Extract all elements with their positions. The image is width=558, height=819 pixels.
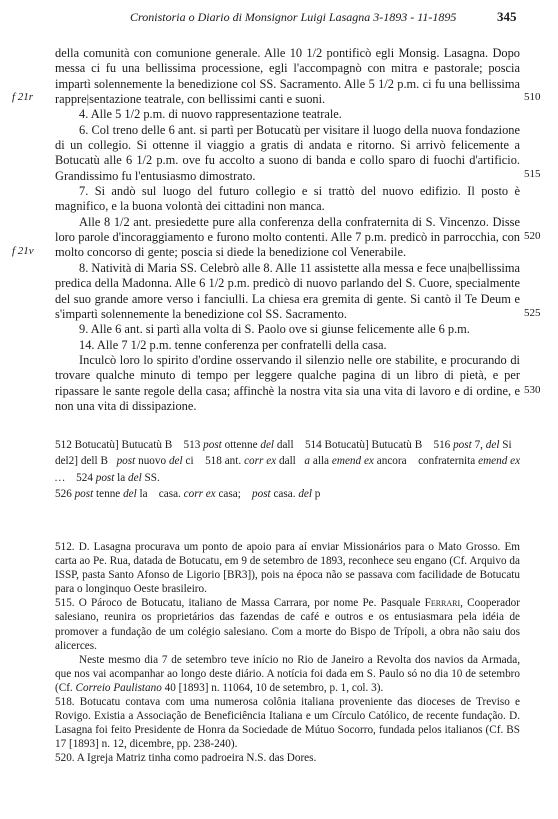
folio-note: f 21v [12,245,34,257]
apparatus-entry: casa; [218,488,241,501]
paragraph: 4. Alle 5 1/2 p.m. di nuovo rappresentazione teatrale. [79,107,342,122]
note-text: 515. O Pároco de Botucatu, italiano de Massa Carrara, por nome Pe. Pasquale [55,597,421,610]
apparatus-entry: p [314,488,321,501]
note-518: 518. Botucatu contava com uma numerosa colônia italiana proveniente das dioceses de Treviso e Rovigo. Existia a Associação de Beneficiência Italiana e um Círculo Católico, de recente fundação. D. Lasagna foi feito Presidente de Honra da Sociedade de Mútuo Socorro, fundada pelos italianos (Cf. BS 17 [1893] n. 12, dicembre, pp. 238-240). [55,696,520,751]
apparatus-entry: del2] dell B [55,455,108,468]
apparatus-siglum: emend ex [331,455,374,468]
line-number: 520 [524,230,541,242]
apparatus-siglum: post [95,471,115,484]
paragraph: Alle 8 1/2 ant. presiedette pure alla conferenza della confraternita di S. Vincenzo. Disse loro parole d'incoraggiamento e furono molto contenti. Alle 7 p.m. predicò in parrocchia, con molto concorso di gente; poscia si diede la benedizione col Venerabile. [55,214,520,260]
apparatus-entry: 512 Botucatù] Butucatù B [55,439,173,451]
apparatus-entry: ottenne [224,439,258,451]
apparatus-entry: confraternita [418,455,476,468]
line-number: 525 [524,307,541,319]
apparatus-siglum: corr ex [183,488,216,501]
note-515 [55,596,520,652]
note-revolta [55,653,520,695]
critical-apparatus [55,437,520,503]
apparatus-entry: tenne [96,488,121,501]
paragraph: 14. Alle 7 1/2 p.m. tenne conferenza per confratelli della casa. [79,337,387,352]
journal-title: Correio Paulistano [75,681,162,694]
apparatus-siglum: del [260,439,275,451]
note-text: 40 [1893] n. 11064, 10 de setembro, p. 1, col. 3). [164,681,384,694]
apparatus-entry: ancora [376,455,407,468]
paragraph: 8. Natività di Maria SS. Celebrò alle 8. Alle 11 assistette alla messa e fece una|bellissima predica della Madonna. Alle 6 1/2 p.m. predicò di nuovo parlando del S. Cuore, specialmente del suo grande amore verso i fanciulli. La chiesa era gremita di gente. Si cantò il Te Deum e s'impartì solennemente la benedizione col SS. Sacramento. [55,260,520,321]
apparatus-entry: 516 [433,439,451,451]
apparatus-siglum: del [298,488,312,501]
apparatus-siglum: emend ex … [55,455,521,484]
apparatus-entry: 7, [474,439,483,451]
apparatus-entry: casa. [158,488,181,501]
apparatus-siglum: post [116,455,136,468]
diary-text [55,46,520,414]
paragraph: Inculcò loro lo spirito d'ordine osservando il silenzio nelle ore stabilite, e procurando di trovare qualche minuto di tempo per leggere qualche pagina di un libro di pietà, e per ripassare le sante regole della casa; affinchè la nostra vita sia una vita di lavoro e di ordine, e non una vita di dissipazione. [55,352,520,413]
apparatus-entry: 524 [76,471,93,484]
apparatus-siglum: post [453,439,472,451]
running-head: Cronistoria o Diario di Monsignor Luigi Lasagna 3-1893 - 11-1895 [130,10,457,24]
apparatus-siglum: del [123,488,137,501]
line-number: 515 [524,168,541,180]
apparatus-entry: Si [502,439,512,451]
apparatus-entry: alla [312,455,330,468]
apparatus-entry: dall [276,439,294,451]
apparatus-siglum: post [74,488,94,501]
paragraph: 7. Si andò sul luogo del futuro collegio e si trattò del nuovo edifizio. Il posto è magnifico, e la buona volontà dei cittadini non manca. [55,184,520,214]
apparatus-entry: 514 Botucatù] Butucatù B [304,439,423,451]
apparatus-entry: 518 ant. [205,455,242,468]
apparatus-siglum: a [304,455,310,468]
paragraph: della comunità con comunione generale. Alle 10 1/2 pontificò egli Monsig. Lasagna. Dopo messa ci fu una bellissima processione, egli l'accompagnò con mitra e pastorale; poscia impartì solennemente la benedizione col SS. Sacramento. Alle 5 1/2 p.m. ci fu una bellissima rappre|sentazione teatrale, con bellissimi canti e suoni. [55,46,520,107]
note-520: 520. A Igreja Matriz tinha como padroeira N.S. das Dores. [55,752,317,765]
apparatus-siglum: del [485,439,500,451]
folio-note: f 21r [12,91,34,103]
apparatus-entry: la [117,471,126,484]
apparatus-entry: nuovo [138,455,167,468]
note-512: 512. D. Lasagna procurava um ponto de apoio para aí enviar Missionários para o Mato Grosso. Em carta ao Pe. Rua, datada de Botucatu, em 9 de setembro de 1893, reconhece seu engano (Cf. Arquivo da ISSP, pasta Santo Afonso de Ligorio [BR3]), pois na época não se passava com facilidade de Botucatu para o longinquo Oeste brasileiro. [55,541,520,596]
apparatus-entry: SS. [144,471,160,484]
apparatus-entry: dall [279,455,296,468]
apparatus-siglum: del [168,455,183,468]
apparatus-entry: la [139,488,148,501]
paragraph: 6. Col treno delle 6 ant. si partì per Botucatù per visitare il luogo della nuova fondazione di un collegio. Si ottenne il viaggio a gratis di andata e ritorno. Si arrivò felicemente a Botucatù alle 6 1/2 p.m. ove fu accolto a suono di banda e collo sparo di fuochi d'artificio. Grandissimo fu l'entusiasmo dimostrato. [55,122,520,183]
apparatus-entry: 526 [55,488,72,501]
apparatus-entry: casa. [273,488,296,501]
apparatus-siglum: post [252,488,271,501]
apparatus-siglum: post [203,439,222,451]
page-number: 345 [497,9,517,24]
line-number: 510 [524,91,541,103]
apparatus-entry: 513 [183,439,201,451]
apparatus-siglum: corr ex [244,455,277,468]
paragraph: 9. Alle 6 ant. si partì alla volta di S. Paolo ove si giunse felicemente alle 6 p.m. [79,322,470,337]
note-text: Neste mesmo dia 7 de setembro teve início no Rio de Janeiro a Revolta dos navios da Armada, que nos vai acompanhar ao longo deste diário. A notícia foi dada em S. Paulo só no dia 10 de setembro (Cf. [55,653,520,694]
line-number: 530 [524,384,541,396]
apparatus-siglum: del [128,471,142,484]
person-name: Ferrari [424,597,461,610]
note-text: , Cooperador salesiano, reunira os proprietários das fazendas de café e outros e os entusiasmara pela idéia de promover a fundação de um colégio salesiano. Com a morte do Bispo de Trípoli, a obra não saiu dos alicerces. [55,597,520,652]
historical-notes [55,540,520,766]
apparatus-entry: ci [185,455,194,468]
